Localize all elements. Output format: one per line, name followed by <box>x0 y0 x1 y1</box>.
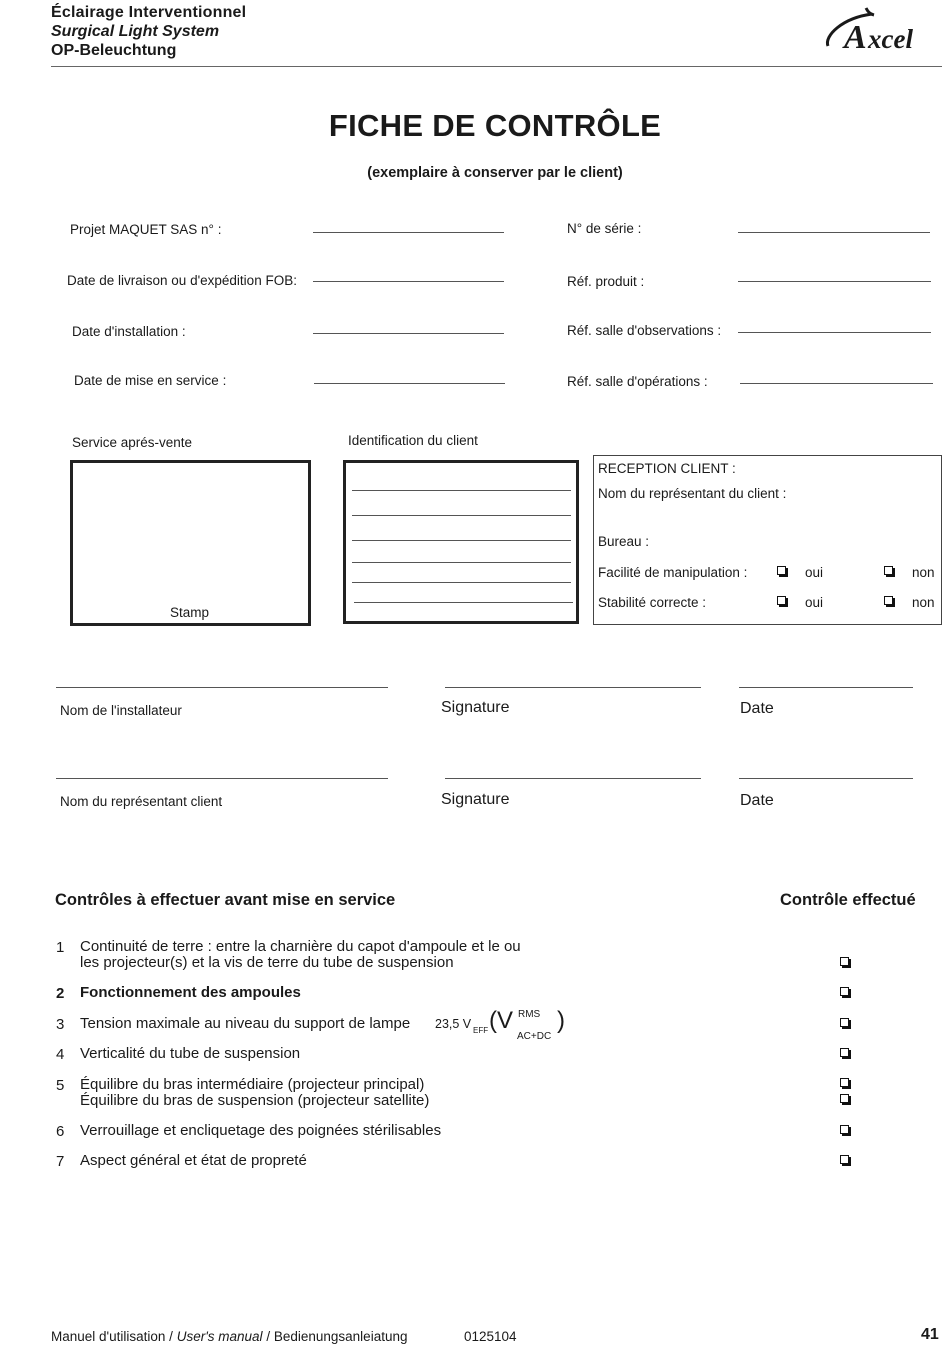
check-5a-checkbox[interactable] <box>840 1078 849 1087</box>
stabilite-non-checkbox[interactable] <box>884 596 893 605</box>
footer-manual-de: Bedienungsanleiatung <box>273 1329 408 1344</box>
check-item-text: Aspect général et état de propreté <box>80 1152 307 1169</box>
client-id-line[interactable] <box>354 602 573 603</box>
facilite-non-checkbox[interactable] <box>884 566 893 575</box>
voltage-value: 23,5 V <box>435 1017 472 1031</box>
projet-field[interactable] <box>313 232 504 233</box>
mise-service-label: Date de mise en service : <box>74 373 227 388</box>
facilite-non-label: non <box>912 565 935 580</box>
footer-code: 0125104 <box>464 1329 517 1344</box>
client-signature-label: Signature <box>441 791 510 808</box>
ref-operations-field[interactable] <box>740 383 933 384</box>
check-3-checkbox[interactable] <box>840 1018 849 1027</box>
checks-heading: Contrôles à effectuer avant mise en service <box>55 891 396 909</box>
check-6-checkbox[interactable] <box>840 1125 849 1134</box>
check-num: 4 <box>56 1046 65 1063</box>
footer-separator: / <box>266 1329 271 1344</box>
client-name-field[interactable] <box>56 778 388 779</box>
check-2-checkbox[interactable] <box>840 987 849 996</box>
voltage-acdc: AC+DC <box>517 1031 552 1042</box>
installateur-name-field[interactable] <box>56 687 388 688</box>
voltage-sub-eff: EFF <box>473 1026 489 1035</box>
check-item-text: Fonctionnement des ampoules <box>80 984 301 1001</box>
stabilite-oui-label: oui <box>805 595 824 610</box>
check-num: 5 <box>56 1077 65 1094</box>
axcel-logo <box>822 6 944 58</box>
serie-label: N° de série : <box>567 221 642 236</box>
installateur-date-label: Date <box>740 700 774 717</box>
stabilite-oui-checkbox[interactable] <box>777 596 786 605</box>
client-id-label: Identification du client <box>348 433 478 448</box>
client-id-line[interactable] <box>352 582 571 583</box>
installateur-date-field[interactable] <box>739 687 913 688</box>
check-item-text: les projecteur(s) et la vis de terre du tube de suspension <box>80 954 454 971</box>
header-title-de: OP-Beleuchtung <box>51 42 177 59</box>
facilite-label: Facilité de manipulation : <box>598 565 748 580</box>
check-7-checkbox[interactable] <box>840 1155 849 1164</box>
client-date-field[interactable] <box>739 778 913 779</box>
page-title: FICHE DE CONTRÔLE <box>328 108 662 143</box>
representant-client-label: Nom du représentant client <box>60 794 223 809</box>
check-num: 1 <box>56 939 65 956</box>
client-id-box[interactable] <box>343 460 579 624</box>
check-item-text: Continuité de terre : entre la charnière du capot d'ampoule et le ou <box>80 938 521 955</box>
check-num: 7 <box>56 1153 65 1170</box>
client-id-line[interactable] <box>352 562 571 563</box>
installateur-signature-label: Signature <box>441 699 510 716</box>
svg-text:A: A <box>844 19 867 56</box>
sav-label: Service aprés-vente <box>72 435 193 450</box>
reception-title: RECEPTION CLIENT : <box>598 461 736 476</box>
client-id-line[interactable] <box>352 540 571 541</box>
header-rule <box>51 66 942 67</box>
check-num: 2 <box>56 985 65 1002</box>
page-number: 41 <box>921 1326 939 1343</box>
client-id-line[interactable] <box>352 515 571 516</box>
stamp-label: Stamp <box>170 605 210 620</box>
client-id-line[interactable] <box>352 490 571 491</box>
projet-label: Projet MAQUET SAS n° : <box>70 222 222 237</box>
livraison-field[interactable] <box>313 281 504 282</box>
client-date-label: Date <box>740 792 774 809</box>
client-signature-field[interactable] <box>445 778 701 779</box>
check-4-checkbox[interactable] <box>840 1048 849 1057</box>
facilite-oui-checkbox[interactable] <box>777 566 786 575</box>
footer-separator: / <box>169 1329 173 1344</box>
installation-label: Date d'installation : <box>72 324 186 339</box>
mise-service-field[interactable] <box>314 383 505 384</box>
check-item-text: Verticalité du tube de suspension <box>80 1045 301 1062</box>
checks-done-heading: Contrôle effectué <box>780 891 916 909</box>
svg-text:xcel: xcel <box>868 24 913 54</box>
bureau-label: Bureau : <box>598 534 650 549</box>
check-item-text: Équilibre du bras de suspension (projecteur satellite) <box>80 1092 430 1109</box>
representant-label: Nom du représentant du client : <box>598 486 787 501</box>
stabilite-label: Stabilité correcte : <box>598 595 707 610</box>
check-item-text: Tension maximale au niveau du support de lampe <box>80 1015 411 1032</box>
voltage-open: (V <box>489 1007 513 1034</box>
serie-field[interactable] <box>738 232 930 233</box>
voltage-close: ) <box>557 1007 565 1034</box>
header-title-fr: Éclairage Interventionnel <box>51 4 247 21</box>
livraison-label: Date de livraison ou d'expédition FOB: <box>67 273 297 288</box>
check-1-checkbox[interactable] <box>840 957 849 966</box>
footer-manual-en: User's manual <box>176 1329 263 1344</box>
page-subtitle: (exemplaire à conserver par le client) <box>367 165 623 181</box>
stamp-box[interactable] <box>70 460 311 626</box>
check-item-text: Verrouillage et encliquetage des poignées stérilisables <box>80 1122 442 1139</box>
voltage-rms: RMS <box>518 1009 541 1020</box>
footer-manual-fr: Manuel d'utilisation <box>51 1329 166 1344</box>
check-5b-checkbox[interactable] <box>840 1094 849 1103</box>
ref-operations-label: Réf. salle d'opérations : <box>567 374 708 389</box>
ref-observations-field[interactable] <box>738 332 931 333</box>
stabilite-non-label: non <box>912 595 935 610</box>
ref-produit-field[interactable] <box>738 281 931 282</box>
footer-manual <box>51 1329 407 1344</box>
installation-field[interactable] <box>313 333 504 334</box>
facilite-oui-label: oui <box>805 565 824 580</box>
installateur-signature-field[interactable] <box>445 687 701 688</box>
header-title-en: Surgical Light System <box>51 23 220 40</box>
ref-observations-label: Réf. salle d'observations : <box>567 323 722 338</box>
check-item-text: Équilibre du bras intermédiaire (projecteur principal) <box>80 1076 425 1093</box>
check-num: 6 <box>56 1123 65 1140</box>
ref-produit-label: Réf. produit : <box>567 274 645 289</box>
check-num: 3 <box>56 1016 65 1033</box>
installateur-label: Nom de l'installateur <box>60 703 182 718</box>
